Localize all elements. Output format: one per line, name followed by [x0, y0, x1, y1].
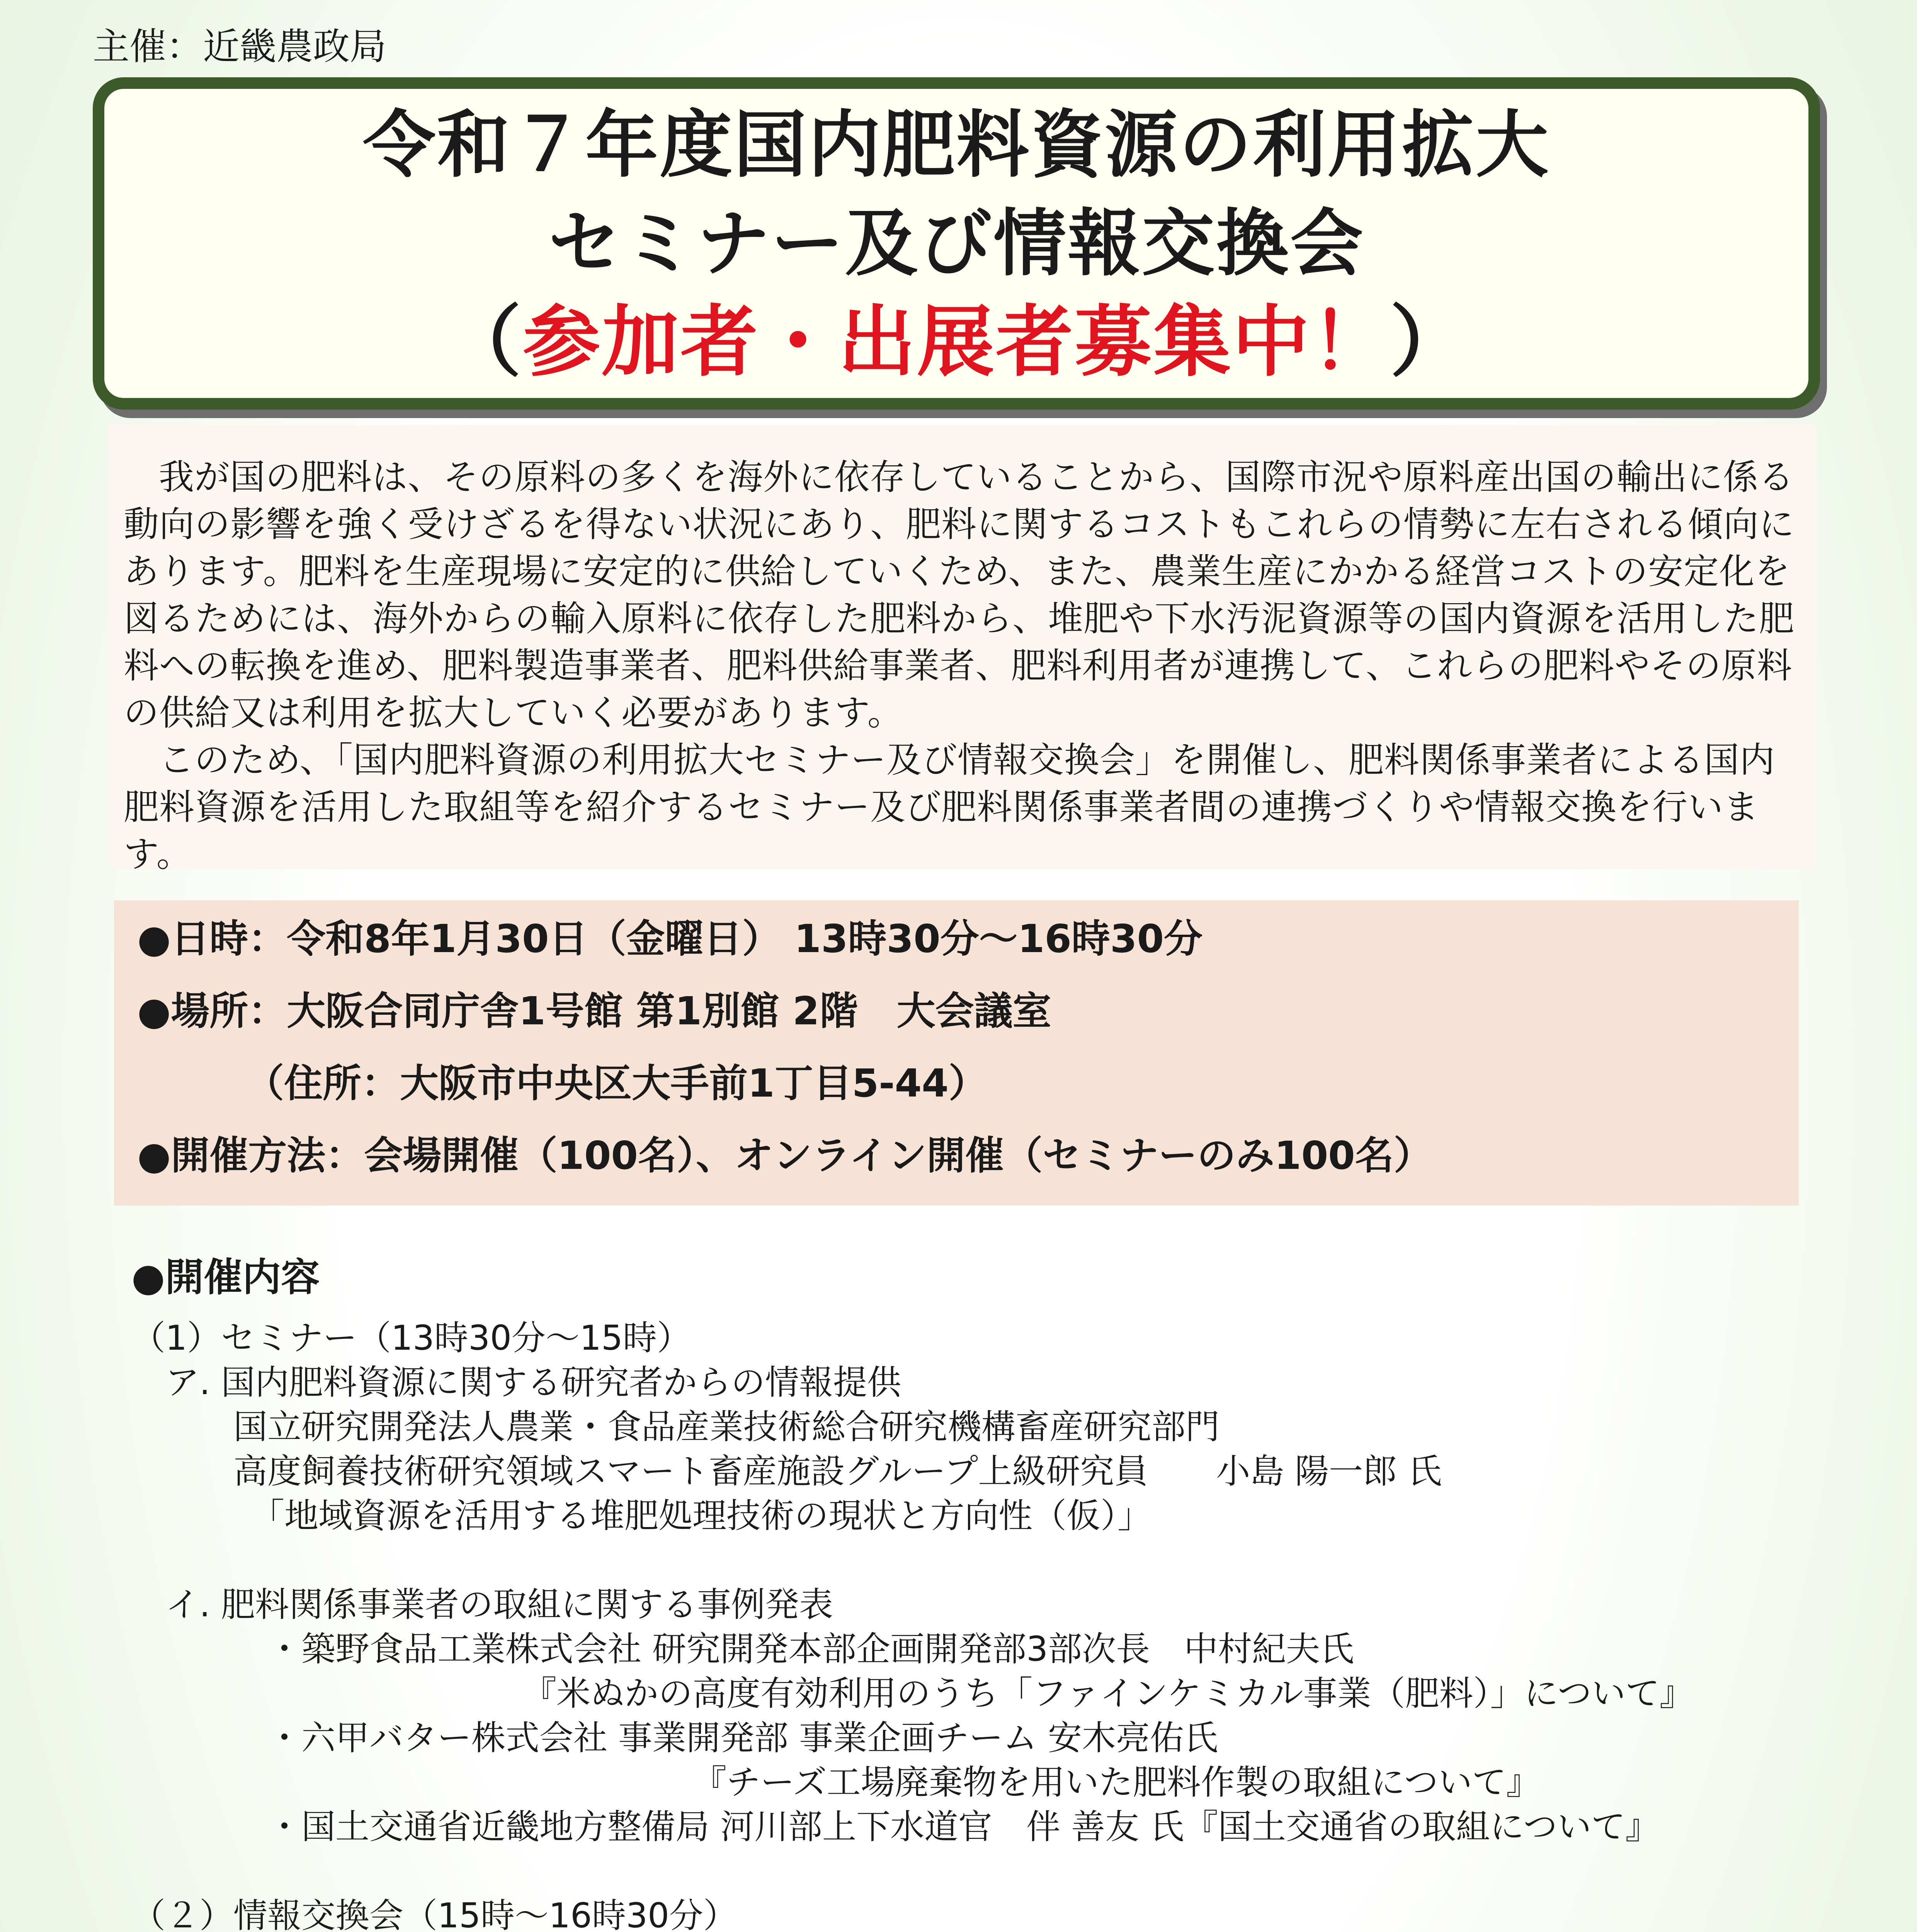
program-line: 「地域資源を活用する堆肥処理技術の現状と方向性（仮）」 — [131, 1496, 1152, 1536]
recruit-banner — [444, 293, 1469, 391]
recruit-text: 参加者・出展者募集中！ — [522, 297, 1390, 387]
title-line-1: 令和７年度国内肥料資源の利用拡大 — [363, 102, 1550, 187]
program-spacer — [131, 1849, 1694, 1893]
program-line: ・国土交通省近畿地方整備局 河川部上下水道官 伴 善友 氏『国土交通省の取組について』 — [131, 1807, 1660, 1847]
title-box — [93, 77, 1820, 410]
recruit-open-paren: （ — [444, 297, 523, 387]
event-details — [114, 900, 1799, 1206]
event-address: （住所：大阪市中央区大手前1丁目5-44） — [245, 1061, 987, 1106]
organizer: 主催：近畿農政局 — [93, 26, 387, 68]
program-line: ア. 国内肥料資源に関する研究者からの情報提供 — [131, 1362, 901, 1402]
event-venue: ●場所：大阪合同庁舎1号館 第1別館 2階 大会議室 — [137, 988, 1051, 1034]
program-line: ・六甲バター株式会社 事業開発部 事業企画チーム 安木亮佑氏 — [131, 1718, 1218, 1758]
program-line: 『チーズ工場廃棄物を用いた肥料作製の取組について』 — [131, 1762, 1540, 1802]
intro-box — [108, 425, 1816, 875]
program-line: 高度飼養技術研究領域スマート畜産施設グループ上級研究員 小島 陽一郎 氏 — [131, 1451, 1442, 1491]
program-spacer — [131, 1538, 1694, 1582]
program-heading: ●開催内容 — [131, 1255, 320, 1300]
program-line: 『米ぬかの高度有効利用のうち「ファインケミカル事業（肥料）」について』 — [131, 1673, 1694, 1713]
event-method: ●開催方法：会場開催（100名）、オンライン開催（セミナーのみ100名） — [137, 1133, 1432, 1178]
program-line: イ. 肥料関係事業者の取組に関する事例発表 — [131, 1585, 833, 1624]
program-line: （２）情報交換会（15時～16時30分） — [131, 1896, 737, 1932]
intro-paragraph: このため、「国内肥料資源の利用拡大セミナー及び情報交換会」を開催し、肥料関係事業者による国内肥料資源を活用した取組等を紹介するセミナー及び肥料関係事業者間の連携づくりや情報交換を行います。 — [124, 740, 1775, 875]
program-line: （1）セミナー（13時30分～15時） — [131, 1318, 691, 1358]
program-content — [131, 1316, 1694, 1932]
event-datetime: ●日時：令和8年1月30日（金曜日） 13時30分～16時30分 — [137, 916, 1203, 961]
title-line-2: セミナー及び情報交換会 — [548, 201, 1364, 286]
program-line: 国立研究開発法人農業・食品産業技術総合研究機構畜産研究部門 — [131, 1407, 1220, 1447]
recruit-close-paren: ） — [1390, 297, 1469, 387]
program-line: ・築野食品工業株式会社 研究開発本部企画開発部3部次長 中村紀夫氏 — [131, 1629, 1354, 1669]
intro-paragraph: 我が国の肥料は、その原料の多くを海外に依存していることから、国際市況や原料産出国の輸出に係る動向の影響を強く受けざるを得ない状況にあり、肥料に関するコストもこれらの情勢に左右される傾向にあります。肥料を生産現場に安定的に供給していくため、また、農業生産にかかる経営コストの安定化を図るためには、海外からの輸入原料に依存した肥料から、堆肥や下水汚泥資源等の国内資源を活用した肥料への転換を進め、肥料製造事業者、肥料供給事業者、肥料利用者が連携して、これらの肥料やその原料の供給又は利用を拡大していく必要があります。 — [124, 457, 1795, 733]
